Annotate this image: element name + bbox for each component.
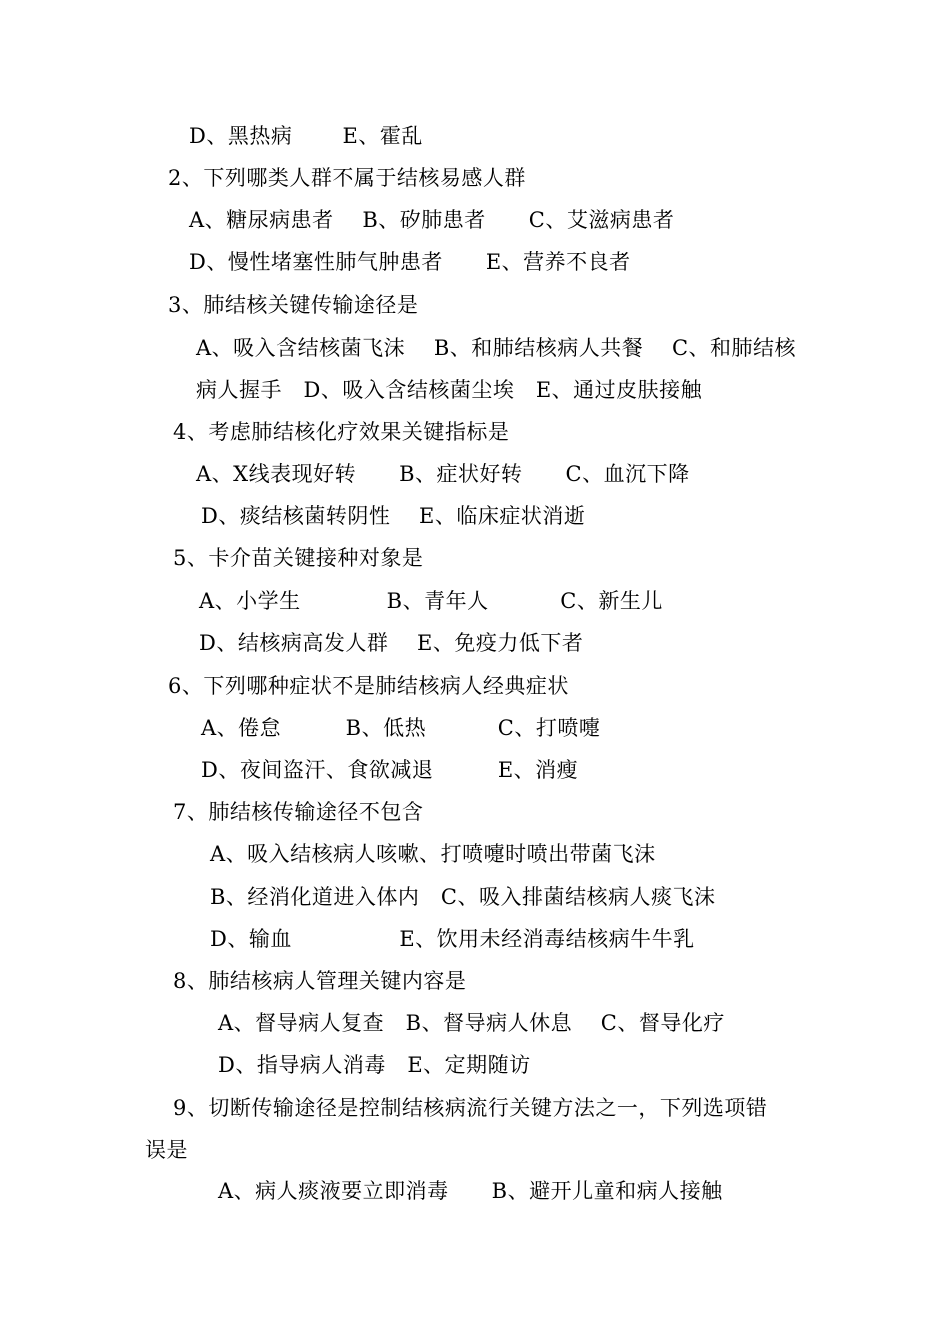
q6-options-line-2: D、夜间盗汗、食欲减退 E、消瘦 xyxy=(201,758,579,782)
q9-question-continued: 误是 xyxy=(145,1138,188,1162)
q8-options-line-1: A、督导病人复查 B、督导病人休息 C、督导化疗 xyxy=(218,1011,725,1035)
q4-options-line-1: A、X线表现好转 B、症状好转 C、血沉下降 xyxy=(196,462,690,486)
q1-options-line-1: D、黑热病 E、霍乱 xyxy=(189,124,423,148)
q9-options-line-1: A、病人痰液要立即消毒 B、避开儿童和病人接触 xyxy=(218,1179,723,1203)
q6-question: 6、下列哪种症状不是肺结核病人经典症状 xyxy=(168,674,569,698)
q7-options-line-1: A、吸入结核病人咳嗽、打喷嚏时喷出带菌飞沫 xyxy=(210,842,656,866)
q5-options-line-1: A、小学生 B、青年人 C、新生儿 xyxy=(199,589,663,613)
q3-question: 3、肺结核关键传输途径是 xyxy=(168,293,419,317)
q6-options-line-1: A、倦怠 B、低热 C、打喷嚏 xyxy=(201,716,601,740)
q7-options-line-3: D、输血 E、饮用未经消毒结核病牛牛乳 xyxy=(210,927,695,951)
q5-question: 5、卡介苗关键接种对象是 xyxy=(173,546,424,570)
q2-options-line-2: D、慢性堵塞性肺气肿患者 E、营养不良者 xyxy=(189,250,631,274)
q8-options-line-2: D、指导病人消毒 E、定期随访 xyxy=(218,1053,531,1077)
q4-question: 4、考虑肺结核化疗效果关键指标是 xyxy=(173,420,510,444)
q8-question: 8、肺结核病人管理关键内容是 xyxy=(173,969,467,993)
q4-options-line-2: D、痰结核菌转阴性 E、临床症状消逝 xyxy=(201,504,586,528)
q2-question: 2、下列哪类人群不属于结核易感人群 xyxy=(168,166,526,190)
q3-options-line-2: 病人握手 D、吸入含结核菌尘埃 E、通过皮肤接触 xyxy=(196,378,703,402)
q7-question: 7、肺结核传输途径不包含 xyxy=(173,800,424,824)
q5-options-line-2: D、结核病高发人群 E、免疫力低下者 xyxy=(199,631,584,655)
q9-question: 9、切断传输途径是控制结核病流行关键方法之一，下列选项错 xyxy=(173,1096,768,1120)
q2-options-line-1: A、糖尿病患者 B、矽肺患者 C、艾滋病患者 xyxy=(189,208,675,232)
q3-options-line-1: A、吸入含结核菌飞沫 B、和肺结核病人共餐 C、和肺结核 xyxy=(196,336,797,360)
q7-options-line-2: B、经消化道进入体内 C、吸入排菌结核病人痰飞沫 xyxy=(210,885,716,909)
